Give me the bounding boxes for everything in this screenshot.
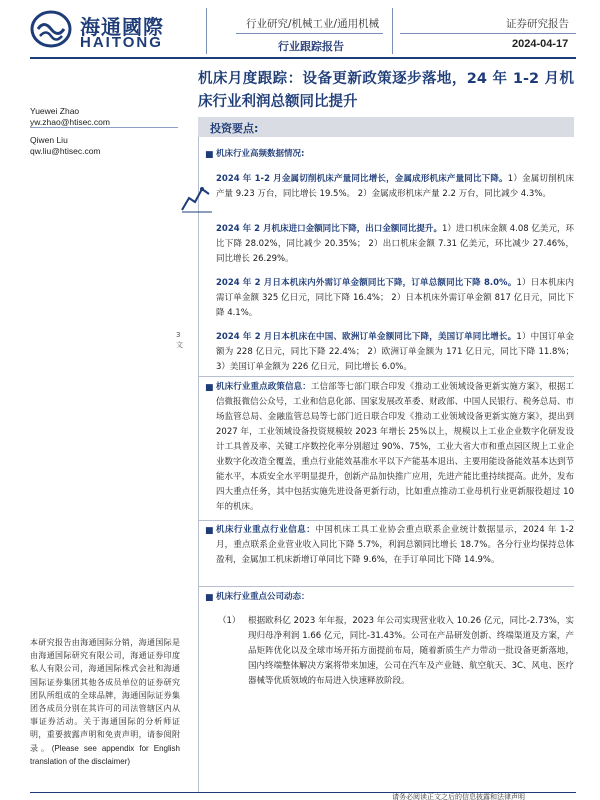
industry-category: 行业研究/机械工业/通用机械 bbox=[246, 18, 380, 30]
square-bullet-icon: ■ bbox=[205, 593, 214, 603]
author-name: Qiwen Liu bbox=[30, 135, 68, 145]
disclaimer-en: (Please see appendix for English translation of the disclaimer) bbox=[30, 743, 181, 766]
data-paragraph bbox=[216, 222, 574, 267]
header-bottom-rule bbox=[30, 57, 576, 59]
footer-notice: 请务必阅读正文之后的信息披露和法律声明 bbox=[392, 793, 525, 800]
paragraph-body: 工信部等七部门联合印发《推动工业领域设备更新实施方案》，根据工信微报微信公众号，工业和信息化部、国家发展改革委、财政部、中国人民银行、税务总局、市场监管总局、金融监管总局等七部门近日联合印发《推动工业领域设备更新实施方案》，提出到 2027 年，工业领域设备投资规模较 2023 年增长 25%以上，规模以上工业企业数字化研发设计工具普及率、关键工序数控化率分别超过 90%、75%，工业大省大市和重点园区规上工业企业数字化改造全覆盖，重点行业能效基准水平以下产能基本退出、主要用能设备能效基本达到节能水平，本质安全水平明显提升，创新产品加快推广应用，先进产能比重持续提高。此外，发布四大重点任务，其中包括实施先进设备更新行动，比如重点推动工业母机行业更新服役超过 10 年的机床。 bbox=[216, 382, 574, 512]
content-left-border bbox=[198, 137, 199, 792]
section-divider bbox=[198, 520, 574, 521]
company-paragraph: 根据欧科亿 2023 年年报，2023 年公司实现营业收入 10.26 亿元，同比-2.73%，实现归母净利润 1.66 亿元，同比-31.43%。公司在产品研发创新、终端渠道及方案，产品矩阵优化以及全球市场开拓方面提前布局，随着新质生产力带动一批设备更新落地，国内终端整体解决方案将带来加速，公司在汽车及产业链、航空航天、3C、风电、医疗器械等优质领域的布局进入快速释放阶段。 bbox=[248, 616, 574, 686]
data-paragraph bbox=[216, 276, 574, 321]
haitong-logo bbox=[30, 8, 190, 50]
data-paragraph bbox=[216, 172, 574, 202]
paragraph-body: 中国机床工具工业协会重点联系企业统计数据显示，2024 年 1-2 月，重点联系企业营业收入同比下降 5.7%，利润总额同比增长 18.7%。各分行业均保持总体盈利，金属加工机床新增订单同比下降 9.6%，在手订单同比下降 14.9%。 bbox=[216, 525, 574, 565]
header-divider bbox=[392, 8, 393, 54]
paragraph-lead: 2024 年 2 月日本机床在中国、欧洲订单金额同比下降，美国订单同比增长。 bbox=[216, 332, 517, 342]
logo-text-cn: 海通國際 bbox=[80, 15, 164, 39]
haitong-logo-icon bbox=[30, 10, 72, 48]
disclaimer bbox=[30, 636, 180, 768]
header-divider bbox=[206, 8, 207, 54]
company-item-number: （1） bbox=[218, 616, 241, 626]
section-divider bbox=[198, 586, 574, 587]
section-heading bbox=[216, 147, 576, 162]
author-email[interactable]: yw.zhao@htisec.com bbox=[30, 117, 110, 127]
report-title: 机床月度跟踪：设备更新政策逐步落地，24 年 1-2 月机床行业利润总额同比提升 bbox=[198, 71, 574, 110]
data-paragraph bbox=[216, 330, 574, 375]
company-heading: 机床行业重点公司动态： bbox=[216, 592, 310, 602]
section-divider bbox=[198, 376, 574, 377]
header-rule bbox=[400, 33, 576, 34]
paragraph-body: 1）中国订单金额为 228 亿日元，同比下降 22.4%； 2）欧洲订单金额为 171 亿日元，同比下降 11.8%； 3）美国订单金额为 226 亿日元，同比增长 6.0%。 bbox=[216, 332, 574, 372]
invest-points-bar bbox=[198, 117, 574, 137]
paragraph-body: 1）进口机床金额 4.08 亿美元，环比下降 28.02%，同比减少 20.35%； 2）出口机床金额 7.31 亿美元，环比减少 27.46%，同比增长 26.29%。 bbox=[216, 224, 574, 264]
author-name: Yuewei Zhao bbox=[30, 106, 80, 116]
policy-paragraph bbox=[216, 380, 574, 515]
trend-chart-icon bbox=[180, 180, 214, 214]
author-divider bbox=[30, 127, 178, 128]
invest-points-heading: 投资要点: bbox=[210, 122, 259, 135]
author-email[interactable]: qw.liu@htisec.com bbox=[30, 146, 101, 156]
logo-text-en: HAITONG bbox=[80, 34, 163, 51]
paragraph-lead: 机床行业重点行业信息： bbox=[216, 525, 316, 535]
square-bullet-icon: ■ bbox=[205, 526, 214, 536]
paragraph-lead: 机床行业重点政策信息： bbox=[216, 382, 311, 392]
report-label: 证券研究报告 bbox=[506, 18, 569, 30]
report-type: 行业跟踪报告 bbox=[278, 40, 344, 53]
report-date: 2024-04-17 bbox=[512, 38, 569, 50]
square-bullet-icon: ■ bbox=[205, 383, 214, 393]
hf-heading: 机床行业高频数据情况: bbox=[216, 149, 305, 159]
square-bullet-icon: ■ bbox=[205, 150, 214, 160]
paragraph-body: 1）日本机床内需订单金额 325 亿日元，同比下降 16.4%； 2）日本机床外需订单金额 817 亿日元，同比下降 4.1%。 bbox=[216, 278, 574, 318]
section-heading bbox=[216, 590, 576, 605]
paragraph-lead: 2024 年 1-2 月金属切削机床产量同比增长，金属成形机床产量同比下降。 bbox=[216, 174, 508, 184]
paragraph-lead: 2024 年 2 月机床进口金额同比下降，出口金额同比提升。 bbox=[216, 224, 442, 234]
disclaimer-cn: 本研究报告由海通国际分销，海通国际是由海通国际研究有限公司，海通证券印度私人有限公司，海通国际株式会社和海通国际证券集团其他各成员单位的证券研究团队所组成的全球品牌，海通国际证券集团各成员分别在其许可的司法管辖区内从事证券活动。关于海通国际的分析师证明，重要披露声明和免责声明，请参阅附录。 bbox=[30, 638, 180, 753]
paragraph-lead: 2024 年 2 月日本机床内外需订单金额同比下降，订单总额同比下降 8.0%。 bbox=[216, 278, 517, 288]
header-rule bbox=[236, 33, 383, 34]
industry-news-paragraph bbox=[216, 523, 574, 568]
page-mark: 3 文 bbox=[176, 331, 183, 349]
paragraph-body: 1）金属切削机床产量 9.23 万台，同比增长 19.5%。 2）金属成形机床产量 2.2 万台，同比减少 4.3%。 bbox=[216, 174, 574, 199]
